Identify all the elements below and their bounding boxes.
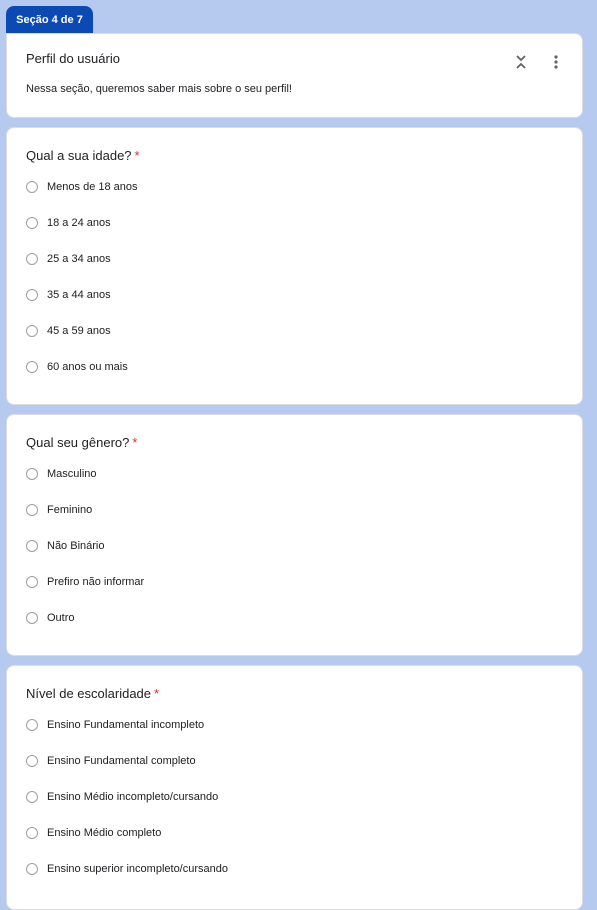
option-label: Ensino Fundamental completo [47, 755, 196, 767]
question-title: Qual a sua idade? * [26, 148, 140, 163]
option-label: 45 a 59 anos [47, 325, 111, 337]
option-label: Ensino Médio incompleto/cursando [47, 791, 219, 803]
required-asterisk: * [132, 435, 138, 450]
radio-button[interactable] [26, 361, 38, 373]
radio-option[interactable] [26, 285, 111, 305]
option-label: 60 anos ou mais [47, 361, 128, 373]
radio-button[interactable] [26, 468, 38, 480]
radio-button[interactable] [26, 504, 38, 516]
option-label: Ensino Médio completo [47, 827, 162, 839]
radio-option[interactable] [26, 249, 111, 269]
question-title: Nível de escolaridade * [26, 686, 160, 701]
radio-option[interactable] [26, 213, 111, 233]
radio-option[interactable] [26, 859, 228, 879]
collapse-icon [515, 54, 527, 70]
radio-option[interactable] [26, 572, 144, 592]
radio-option[interactable] [26, 608, 75, 628]
radio-button[interactable] [26, 755, 38, 767]
radio-option[interactable] [26, 321, 111, 341]
question-card-idade [6, 127, 583, 405]
option-label: Feminino [47, 504, 93, 516]
radio-button[interactable] [26, 576, 38, 588]
section-title: Perfil do usuário [26, 51, 120, 66]
radio-option[interactable] [26, 536, 104, 556]
radio-option[interactable] [26, 715, 204, 735]
option-label: Outro [47, 612, 75, 624]
collapse-section-button[interactable] [511, 52, 531, 72]
radio-button[interactable] [26, 612, 38, 624]
radio-button[interactable] [26, 827, 38, 839]
radio-button[interactable] [26, 719, 38, 731]
option-label: Não Binário [47, 540, 105, 552]
radio-button[interactable] [26, 791, 38, 803]
option-label: Masculino [47, 468, 97, 480]
required-asterisk: * [134, 148, 140, 163]
radio-button[interactable] [26, 863, 38, 875]
required-asterisk: * [154, 686, 160, 701]
section-tab: Seção 4 de 7 [6, 6, 93, 34]
radio-option[interactable] [26, 357, 128, 377]
option-label: Menos de 18 anos [47, 181, 138, 193]
radio-option[interactable] [26, 751, 196, 771]
radio-button[interactable] [26, 217, 38, 229]
radio-option[interactable] [26, 177, 138, 197]
more-vert-icon [554, 55, 558, 69]
option-label: Ensino superior incompleto/cursando [47, 863, 228, 875]
radio-button[interactable] [26, 253, 38, 265]
question-card-escolaridade [6, 665, 583, 910]
option-label: 18 a 24 anos [47, 217, 111, 229]
option-label: 25 a 34 anos [47, 253, 111, 265]
section-header-card [6, 33, 583, 118]
radio-option[interactable] [26, 500, 92, 520]
option-label: Prefiro não informar [47, 576, 145, 588]
radio-option[interactable] [26, 823, 161, 843]
radio-button[interactable] [26, 325, 38, 337]
question-title: Qual seu gênero? * [26, 435, 138, 450]
question-card-genero [6, 414, 583, 656]
section-description: Nessa seção, queremos saber mais sobre o seu perfil! [26, 83, 292, 95]
radio-option[interactable] [26, 464, 97, 484]
option-label: Ensino Fundamental incompleto [47, 719, 205, 731]
more-options-button[interactable] [546, 52, 566, 72]
radio-option[interactable] [26, 787, 218, 807]
option-label: 35 a 44 anos [47, 289, 111, 301]
radio-button[interactable] [26, 540, 38, 552]
radio-button[interactable] [26, 181, 38, 193]
radio-button[interactable] [26, 289, 38, 301]
